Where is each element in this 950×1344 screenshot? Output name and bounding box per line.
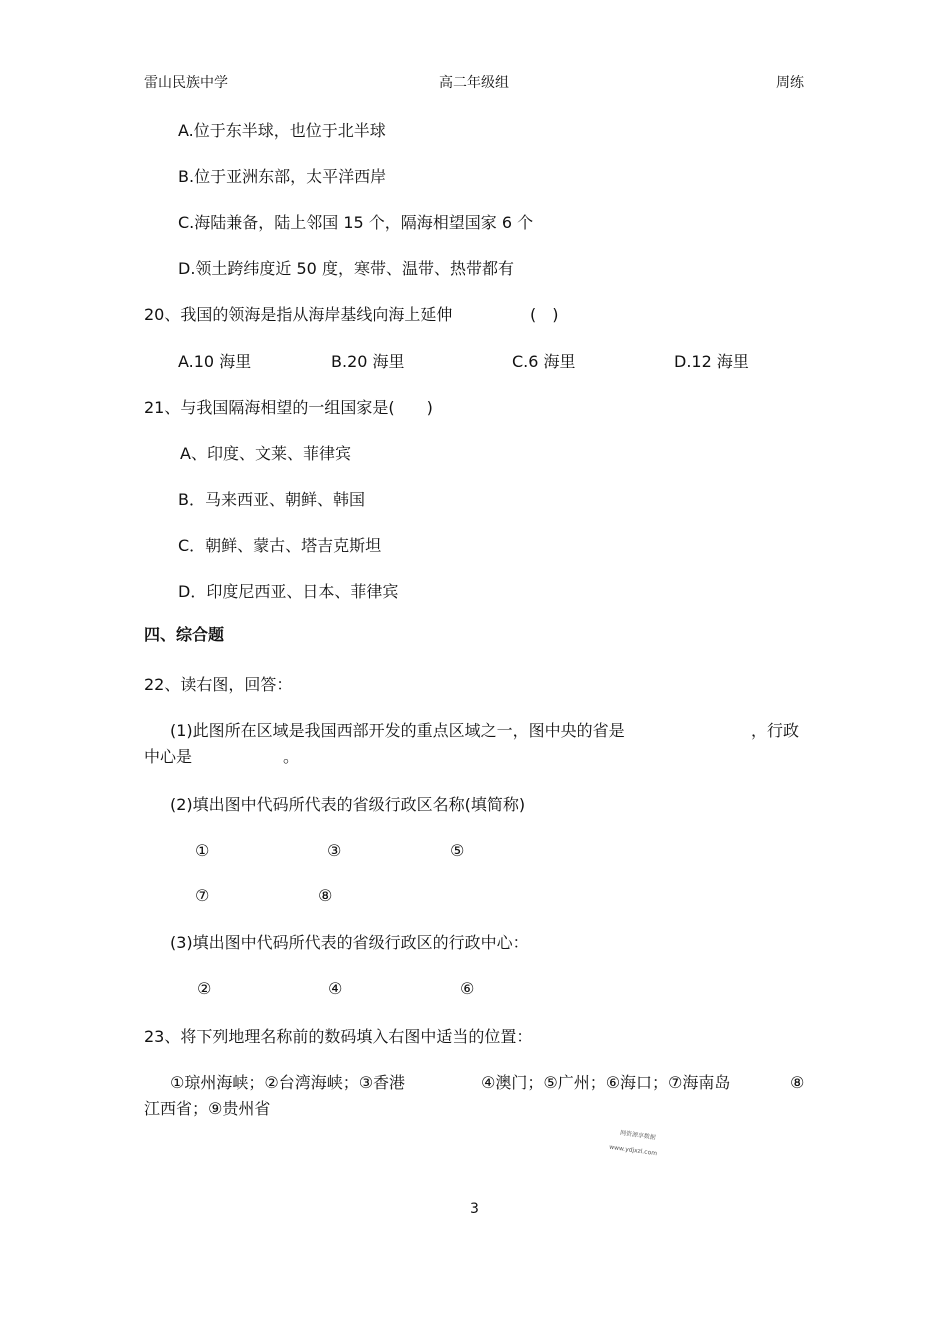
q19-option-a: A.位于东半球，也位于北半球 [178, 121, 386, 140]
q22-part3-mark-4: ④ [328, 979, 343, 998]
section-title: 四、综合题 [144, 625, 225, 644]
q19-option-c: C.海陆兼备，陆上邻国 15 个，隔海相望国家 6 个 [178, 213, 534, 232]
q22-part2-mark-1: ① [195, 841, 210, 860]
q22-part1-period: 。 [283, 747, 300, 766]
q22-part2-mark-3: ③ [327, 841, 342, 860]
q19-option-d: D.领土跨纬度近 50 度，寒带、温带、热带都有 [178, 259, 514, 278]
q22-part1-line1-end: ，行政 [751, 721, 800, 740]
q23-list-part-b: ④澳门；⑤广州；⑥海口；⑦海南岛 [481, 1073, 731, 1092]
q22-part2-mark-5: ⑤ [450, 841, 465, 860]
watermark-line1: 网资源享数据 [619, 1129, 657, 1142]
header-type: 周练 [776, 75, 804, 91]
q22-part2-mark-7: ⑦ [195, 886, 210, 905]
watermark-line2: www.ydjxzl.com [608, 1143, 658, 1158]
q21-option-a: A、印度、文莱、菲律宾 [180, 444, 351, 463]
header-grade: 高二年级组 [439, 75, 509, 91]
q21-option-b: B．马来西亚、朝鲜、韩国 [178, 490, 365, 509]
q23-list-part-c: ⑧ [790, 1073, 805, 1092]
q20-answer-paren: ( ) [530, 305, 559, 324]
q19-option-b: B.位于亚洲东部，太平洋西岸 [178, 167, 387, 186]
q22-part3-mark-2: ② [197, 979, 212, 998]
page-number: 3 [470, 1201, 479, 1217]
q20-option-a: A.10 海里 [178, 352, 252, 371]
q22-part2-mark-8: ⑧ [318, 886, 333, 905]
q21-option-d: D．印度尼西亚、日本、菲律宾 [178, 582, 399, 601]
q23-list-part-a: ①琼州海峡；②台湾海峡；③香港 [170, 1073, 406, 1092]
q20-option-c: C.6 海里 [512, 352, 576, 371]
q20-option-b: B.20 海里 [331, 352, 405, 371]
q22-part1-line1: (1)此图所在区域是我国西部开发的重点区域之一，图中央的省是 [170, 721, 625, 740]
q22-part2: (2)填出图中代码所代表的省级行政区名称(填简称) [170, 795, 526, 814]
q22-part3-mark-6: ⑥ [460, 979, 475, 998]
q20-option-d: D.12 海里 [674, 352, 749, 371]
q21-stem: 21、与我国隔海相望的一组国家是( ) [144, 398, 433, 417]
q21-option-c: C．朝鲜、蒙古、塔吉克斯坦 [178, 536, 382, 555]
q23-list-line2: 江西省；⑨贵州省 [144, 1099, 271, 1118]
q22-part3: (3)填出图中代码所代表的省级行政区的行政中心： [170, 933, 529, 952]
q22-part1-line2: 中心是 [144, 747, 193, 766]
q23-stem: 23、将下列地理名称前的数码填入右图中适当的位置： [144, 1027, 533, 1046]
q22-stem: 22、读右图，回答： [144, 675, 293, 694]
q20-stem: 20、我国的领海是指从海岸基线向海上延伸 [144, 305, 453, 324]
header-school: 雷山民族中学 [144, 75, 228, 91]
